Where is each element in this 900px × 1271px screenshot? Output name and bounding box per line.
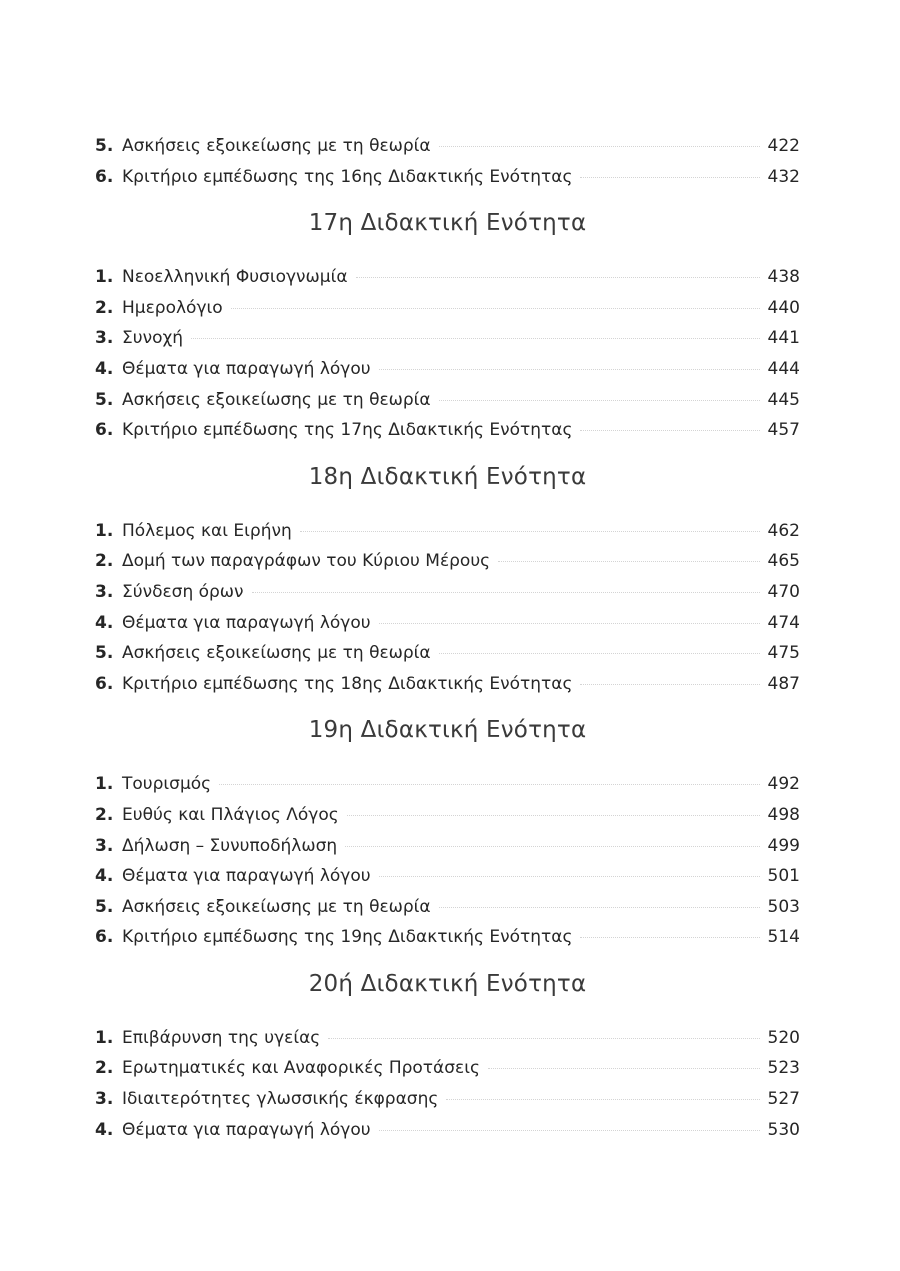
entry-number: 1. — [95, 520, 114, 541]
entry-page-number: 501 — [767, 866, 800, 887]
toc-entry[interactable] — [95, 293, 800, 324]
section-title: 19η Διδακτική Ενότητα — [308, 717, 587, 744]
entry-number: 3. — [95, 581, 114, 602]
entry-number: 3. — [95, 328, 114, 349]
entry-page-number: 527 — [767, 1089, 800, 1110]
dot-leader — [439, 146, 760, 147]
dot-leader — [446, 1099, 759, 1100]
toc-entry[interactable] — [95, 769, 800, 800]
toc-section-18 — [95, 457, 800, 700]
entry-page-number: 465 — [767, 551, 800, 572]
entry-page-number: 514 — [767, 927, 800, 948]
entry-number: 3. — [95, 1089, 114, 1110]
dot-leader — [328, 1038, 759, 1039]
toc-entry[interactable] — [95, 323, 800, 354]
toc-section-17 — [95, 203, 800, 446]
entry-label: Ασκήσεις εξοικείωσης με τη θεωρία — [122, 389, 431, 410]
entry-number: 6. — [95, 673, 114, 694]
toc-entry[interactable] — [95, 669, 800, 700]
entry-number: 5. — [95, 389, 114, 410]
entry-page-number: 462 — [767, 520, 800, 541]
entry-number: 5. — [95, 643, 114, 664]
dot-leader — [347, 815, 760, 816]
entry-page-number: 530 — [767, 1119, 800, 1140]
entry-number: 4. — [95, 1119, 114, 1140]
toc-entry[interactable] — [95, 516, 800, 547]
entry-label: Ευθύς και Πλάγιος Λόγος — [122, 804, 339, 825]
entry-label: Δομή των παραγράφων του Κύριου Μέρους — [122, 551, 491, 572]
toc-entry[interactable] — [95, 1115, 800, 1146]
entry-label: Ασκήσεις εξοικείωσης με τη θεωρία — [122, 136, 431, 156]
dot-leader — [498, 561, 759, 562]
entry-number: 4. — [95, 358, 114, 379]
entry-label: Νεοελληνική Φυσιογνωμία — [122, 267, 348, 288]
entry-label: Θέματα για παραγωγή λόγου — [122, 1119, 371, 1140]
dot-leader — [439, 653, 760, 654]
dot-leader — [580, 937, 759, 938]
entry-number: 4. — [95, 612, 114, 633]
dot-leader — [219, 784, 759, 785]
toc-entry[interactable] — [95, 608, 800, 639]
dot-leader — [356, 277, 760, 278]
entry-number: 1. — [95, 774, 114, 795]
entry-page-number: 444 — [767, 358, 800, 379]
dot-leader — [439, 400, 760, 401]
entry-number: 2. — [95, 804, 114, 825]
entry-page-number: 422 — [767, 136, 800, 156]
toc-entry[interactable] — [95, 131, 800, 162]
toc-section-19 — [95, 710, 800, 953]
entry-label: Ημερολόγιο — [122, 297, 223, 318]
entry-page-number: 498 — [767, 804, 800, 825]
toc-entry[interactable] — [95, 162, 800, 193]
entry-label: Δήλωση – Συνυποδήλωση — [122, 835, 338, 856]
dot-leader — [580, 177, 759, 178]
toc-entry[interactable] — [95, 922, 800, 953]
toc-entry[interactable] — [95, 638, 800, 669]
entry-label: Σύνδεση όρων — [122, 581, 244, 602]
entry-label: Τουρισμός — [122, 774, 212, 795]
toc-entry[interactable] — [95, 831, 800, 862]
entry-page-number: 457 — [767, 420, 800, 441]
toc-entry[interactable] — [95, 1053, 800, 1084]
entry-page-number: 470 — [767, 581, 800, 602]
entry-page-number: 475 — [767, 643, 800, 664]
entry-page-number: 520 — [767, 1027, 800, 1048]
entry-page-number: 441 — [767, 328, 800, 349]
toc-entry[interactable] — [95, 415, 800, 446]
entry-number: 3. — [95, 835, 114, 856]
dot-leader — [580, 684, 759, 685]
toc-entry[interactable] — [95, 1084, 800, 1115]
entry-page-number: 499 — [767, 835, 800, 856]
section-title: 17η Διδακτική Ενότητα — [308, 210, 587, 237]
entry-label: Κριτήριο εμπέδωσης της 19ης Διδακτικής Ενότητας — [122, 927, 573, 948]
entry-page-number: 487 — [767, 673, 800, 694]
dot-leader — [231, 308, 760, 309]
toc-entry[interactable] — [95, 861, 800, 892]
toc-entry[interactable] — [95, 262, 800, 293]
dot-leader — [379, 876, 760, 877]
toc-entry[interactable] — [95, 1023, 800, 1054]
dot-leader — [379, 623, 760, 624]
entry-label: Κριτήριο εμπέδωσης της 18ης Διδακτικής Ενότητας — [122, 673, 573, 694]
entry-page-number: 474 — [767, 612, 800, 633]
toc-entry[interactable] — [95, 577, 800, 608]
section-title: 18η Διδακτική Ενότητα — [308, 463, 587, 490]
toc-section-20 — [95, 964, 800, 1145]
table-of-contents — [95, 131, 800, 1145]
entry-number: 1. — [95, 267, 114, 288]
entry-number: 5. — [95, 136, 114, 156]
entry-number: 6. — [95, 927, 114, 948]
entry-number: 1. — [95, 1027, 114, 1048]
entry-label: Κριτήριο εμπέδωσης της 16ης Διδακτικής Ενότητας — [122, 166, 573, 187]
entry-number: 6. — [95, 420, 114, 441]
entry-label: Θέματα για παραγωγή λόγου — [122, 358, 371, 379]
entry-label: Συνοχή — [122, 328, 184, 349]
entry-page-number: 492 — [767, 774, 800, 795]
toc-entry[interactable] — [95, 892, 800, 923]
entry-number: 6. — [95, 166, 114, 187]
dot-leader — [252, 592, 760, 593]
entry-page-number: 503 — [767, 896, 800, 917]
entry-label: Πόλεμος και Ειρήνη — [122, 520, 292, 541]
dot-leader — [191, 338, 759, 339]
entry-label: Κριτήριο εμπέδωσης της 17ης Διδακτικής Ενότητας — [122, 420, 573, 441]
toc-entry[interactable] — [95, 546, 800, 577]
dot-leader — [580, 430, 759, 431]
dot-leader — [439, 907, 760, 908]
dot-leader — [379, 369, 760, 370]
entry-number: 2. — [95, 297, 114, 318]
entry-label: Θέματα για παραγωγή λόγου — [122, 866, 371, 887]
entry-page-number: 440 — [767, 297, 800, 318]
toc-entry[interactable] — [95, 354, 800, 385]
toc-entry[interactable] — [95, 385, 800, 416]
dot-leader — [345, 846, 759, 847]
entry-page-number: 438 — [767, 267, 800, 288]
entry-page-number: 432 — [767, 166, 800, 187]
entry-number: 2. — [95, 551, 114, 572]
entry-page-number: 523 — [767, 1058, 800, 1079]
toc-entry[interactable] — [95, 800, 800, 831]
entry-number: 4. — [95, 866, 114, 887]
entry-page-number: 445 — [767, 389, 800, 410]
dot-leader — [300, 531, 760, 532]
entry-number: 5. — [95, 896, 114, 917]
entry-label: Θέματα για παραγωγή λόγου — [122, 612, 371, 633]
dot-leader — [488, 1068, 760, 1069]
toc-top-entries — [95, 131, 800, 192]
entry-label: Ερωτηματικές και Αναφορικές Προτάσεις — [122, 1058, 480, 1079]
dot-leader — [379, 1130, 760, 1131]
section-title: 20ή Διδακτική Ενότητα — [308, 970, 587, 997]
entry-number: 2. — [95, 1058, 114, 1079]
entry-label: Ασκήσεις εξοικείωσης με τη θεωρία — [122, 643, 431, 664]
entry-label: Ασκήσεις εξοικείωσης με τη θεωρία — [122, 896, 431, 917]
entry-label: Ιδιαιτερότητες γλωσσικής έκφρασης — [122, 1089, 439, 1110]
entry-label: Επιβάρυνση της υγείας — [122, 1027, 321, 1048]
